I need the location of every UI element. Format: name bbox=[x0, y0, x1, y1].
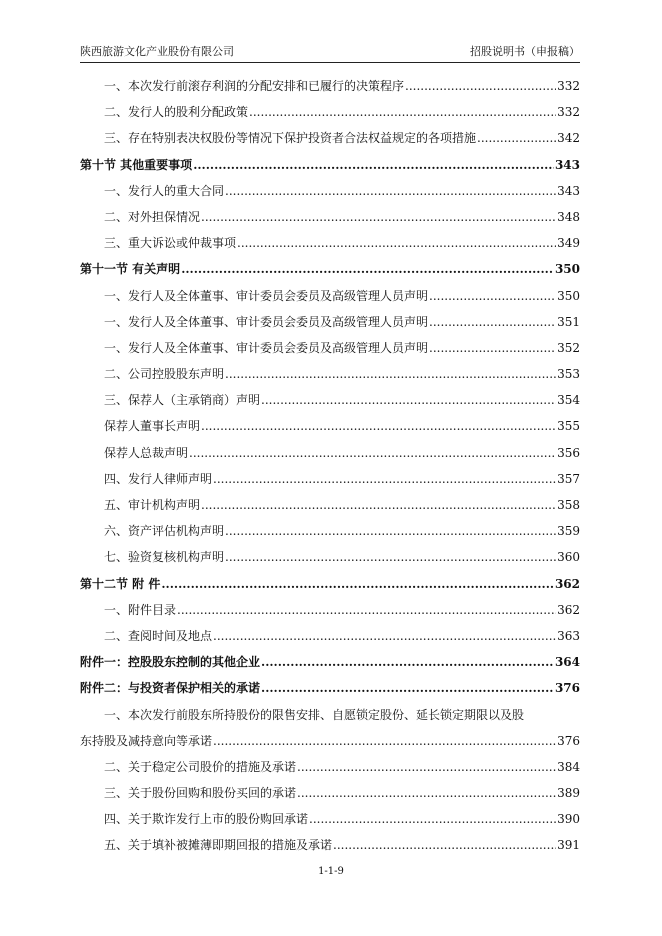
toc-dot-leader bbox=[309, 812, 556, 826]
toc-dot-leader bbox=[261, 681, 554, 695]
toc-entry-title: 保荐人董事长声明 bbox=[104, 419, 201, 434]
toc-page-number: 343 bbox=[557, 183, 580, 198]
toc-entry-title: 六、资产评估机构声明 bbox=[104, 524, 225, 539]
toc-dot-leader bbox=[249, 105, 556, 119]
toc-dot-leader bbox=[225, 524, 556, 538]
toc-dot-leader bbox=[201, 210, 556, 224]
toc-page-number: 332 bbox=[557, 79, 580, 93]
toc-item-row[interactable] bbox=[80, 444, 580, 470]
toc-page-number: 376 bbox=[554, 681, 580, 696]
toc-entry-title: 第十二节 附 件 bbox=[80, 576, 161, 591]
toc-item-row[interactable] bbox=[80, 129, 580, 155]
toc-page-number: 358 bbox=[557, 498, 580, 512]
toc-entry-title: 一、发行人及全体董事、审计委员会委员及高级管理人员声明 bbox=[104, 340, 429, 355]
toc-page-number: 363 bbox=[557, 628, 580, 643]
toc-entry-title: 五、审计机构声明 bbox=[104, 498, 201, 512]
toc-entry-title: 第十一节 有关声明 bbox=[80, 262, 181, 277]
toc-entry-title: 附件二：与投资者保护相关的承诺 bbox=[80, 681, 261, 696]
toc-item-row[interactable] bbox=[80, 417, 580, 443]
toc-page-number: 389 bbox=[557, 786, 580, 801]
toc-item-row[interactable] bbox=[80, 601, 580, 627]
toc-page-number: 349 bbox=[557, 236, 580, 251]
toc-page-number: 352 bbox=[557, 340, 580, 355]
toc-item-row[interactable] bbox=[80, 548, 580, 574]
toc-page-number: 351 bbox=[557, 314, 580, 329]
toc-page-number: 348 bbox=[557, 209, 580, 224]
toc-item-row[interactable] bbox=[80, 103, 580, 129]
toc-page-number: 353 bbox=[557, 367, 580, 382]
toc-entry-title: 一、发行人及全体董事、审计委员会委员及高级管理人员声明 bbox=[104, 288, 429, 303]
toc-item-row[interactable] bbox=[80, 758, 580, 784]
toc-page-number: 354 bbox=[557, 393, 580, 408]
toc-item-row[interactable] bbox=[80, 470, 580, 496]
toc-entry-title: 三、存在特别表决权股份等情况下保护投资者合法权益规定的各项措施 bbox=[104, 131, 477, 146]
toc-item-row[interactable] bbox=[80, 208, 580, 234]
toc-entry-title: 附件一：控股股东控制的其他企业 bbox=[80, 655, 261, 670]
toc-dot-leader bbox=[429, 289, 556, 303]
toc-item-row[interactable] bbox=[80, 182, 580, 208]
toc-entry-title: 三、关于股份回购和股份买回的承诺 bbox=[104, 786, 297, 801]
toc-dot-leader bbox=[297, 786, 556, 800]
toc-page-number: 364 bbox=[554, 655, 580, 670]
toc-dot-leader bbox=[193, 158, 554, 172]
toc-dot-leader bbox=[225, 367, 556, 381]
toc-entry-title-line2: 东持股及减持意向等承诺 bbox=[80, 733, 213, 748]
toc-entry-title: 四、发行人律师声明 bbox=[104, 471, 213, 486]
header-divider bbox=[80, 62, 580, 63]
toc-page-number: 356 bbox=[557, 445, 580, 460]
toc-page-number: 390 bbox=[557, 812, 580, 827]
toc-item-row[interactable] bbox=[80, 784, 580, 810]
toc-section-row[interactable] bbox=[80, 260, 580, 286]
toc-page-number: 332 bbox=[557, 105, 580, 120]
toc-page-number: 357 bbox=[557, 471, 580, 486]
toc-dot-leader bbox=[261, 655, 554, 669]
toc-entry-title: 二、发行人的股利分配政策 bbox=[104, 105, 249, 120]
toc-dot-leader bbox=[189, 446, 556, 460]
toc-dot-leader bbox=[405, 79, 556, 93]
toc-dot-leader bbox=[201, 498, 556, 512]
toc-dot-leader bbox=[333, 838, 556, 852]
toc-dot-leader bbox=[261, 393, 556, 407]
toc-page-number: 362 bbox=[557, 602, 580, 617]
toc-page-number: 360 bbox=[557, 550, 580, 565]
toc-dot-leader bbox=[177, 603, 556, 617]
toc-entry-title: 一、发行人及全体董事、审计委员会委员及高级管理人员声明 bbox=[104, 314, 429, 329]
toc-dot-leader bbox=[225, 550, 556, 564]
toc-item-row[interactable] bbox=[80, 339, 580, 365]
toc-dot-leader bbox=[181, 262, 554, 276]
toc-page-number: 359 bbox=[557, 524, 580, 539]
toc-entry-title: 一、发行人的重大合同 bbox=[104, 183, 225, 198]
toc-entry-title: 一、本次发行前滚存利润的分配安排和已履行的决策程序 bbox=[104, 79, 405, 93]
toc-page-number: 384 bbox=[557, 759, 580, 774]
table-of-contents bbox=[80, 77, 580, 863]
toc-entry-title: 二、查阅时间及地点 bbox=[104, 628, 213, 643]
toc-entry-title: 二、公司控股股东声明 bbox=[104, 367, 225, 382]
toc-page-number: 343 bbox=[554, 157, 580, 172]
toc-entry-title: 二、关于稳定公司股价的措施及承诺 bbox=[104, 759, 297, 774]
toc-item-row[interactable] bbox=[80, 496, 580, 522]
toc-entry-title: 第十节 其他重要事项 bbox=[80, 157, 193, 172]
toc-section-row[interactable] bbox=[80, 575, 580, 601]
toc-dot-leader bbox=[201, 419, 556, 433]
toc-entry-title: 三、重大诉讼或仲裁事项 bbox=[104, 236, 237, 251]
toc-dot-leader bbox=[161, 577, 554, 591]
toc-page-number: 342 bbox=[557, 131, 580, 146]
toc-dot-leader bbox=[213, 472, 556, 486]
header-company-name: 陕西旅游文化产业股份有限公司 bbox=[80, 45, 234, 58]
toc-entry-title: 五、关于填补被摊薄即期回报的措施及承诺 bbox=[104, 838, 333, 853]
toc-item-row[interactable] bbox=[80, 365, 580, 391]
toc-dot-leader bbox=[429, 341, 556, 355]
toc-section-row[interactable] bbox=[80, 679, 580, 705]
toc-entry-title: 保荐人总裁声明 bbox=[104, 445, 189, 460]
toc-entry-title: 二、对外担保情况 bbox=[104, 209, 201, 224]
toc-section-row[interactable] bbox=[80, 653, 580, 679]
toc-page-number: 362 bbox=[554, 576, 580, 591]
toc-dot-leader bbox=[225, 184, 556, 198]
toc-entry-title-line1: 一、本次发行前股东所持股份的限售安排、自愿锁定股份、延长锁定期限以及股 bbox=[104, 707, 525, 722]
toc-page-number: 376 bbox=[557, 733, 580, 748]
toc-entry-title: 一、附件目录 bbox=[104, 602, 177, 617]
toc-entry-title: 七、验资复核机构声明 bbox=[104, 550, 225, 565]
toc-item-row[interactable] bbox=[80, 810, 580, 836]
toc-item-row-multiline-first[interactable] bbox=[80, 706, 580, 732]
toc-entry-title: 四、关于欺诈发行上市的股份购回承诺 bbox=[104, 812, 309, 827]
toc-dot-leader bbox=[429, 315, 556, 329]
toc-item-row[interactable] bbox=[80, 627, 580, 653]
toc-page-number: 391 bbox=[557, 838, 580, 853]
toc-item-row[interactable] bbox=[80, 234, 580, 260]
toc-item-row[interactable] bbox=[80, 836, 580, 862]
toc-dot-leader bbox=[297, 760, 556, 774]
header-document-type: 招股说明书（申报稿） bbox=[470, 45, 580, 58]
toc-dot-leader bbox=[477, 131, 556, 145]
toc-item-row[interactable] bbox=[80, 77, 580, 103]
page-number: 1-1-9 bbox=[318, 866, 344, 877]
toc-entry-title: 三、保荐人（主承销商）声明 bbox=[104, 393, 261, 408]
toc-dot-leader bbox=[213, 734, 556, 748]
toc-page-number: 350 bbox=[554, 262, 580, 277]
toc-item-row[interactable] bbox=[80, 522, 580, 548]
toc-section-row[interactable] bbox=[80, 156, 580, 182]
toc-dot-leader bbox=[237, 236, 556, 250]
toc-dot-leader bbox=[213, 629, 556, 643]
toc-item-row[interactable] bbox=[80, 391, 580, 417]
toc-item-row-multiline-second[interactable] bbox=[80, 732, 580, 758]
toc-page-number: 350 bbox=[557, 288, 580, 303]
toc-page-number: 355 bbox=[557, 419, 580, 434]
toc-item-row[interactable] bbox=[80, 287, 580, 313]
toc-item-row[interactable] bbox=[80, 313, 580, 339]
page-header bbox=[80, 44, 580, 60]
